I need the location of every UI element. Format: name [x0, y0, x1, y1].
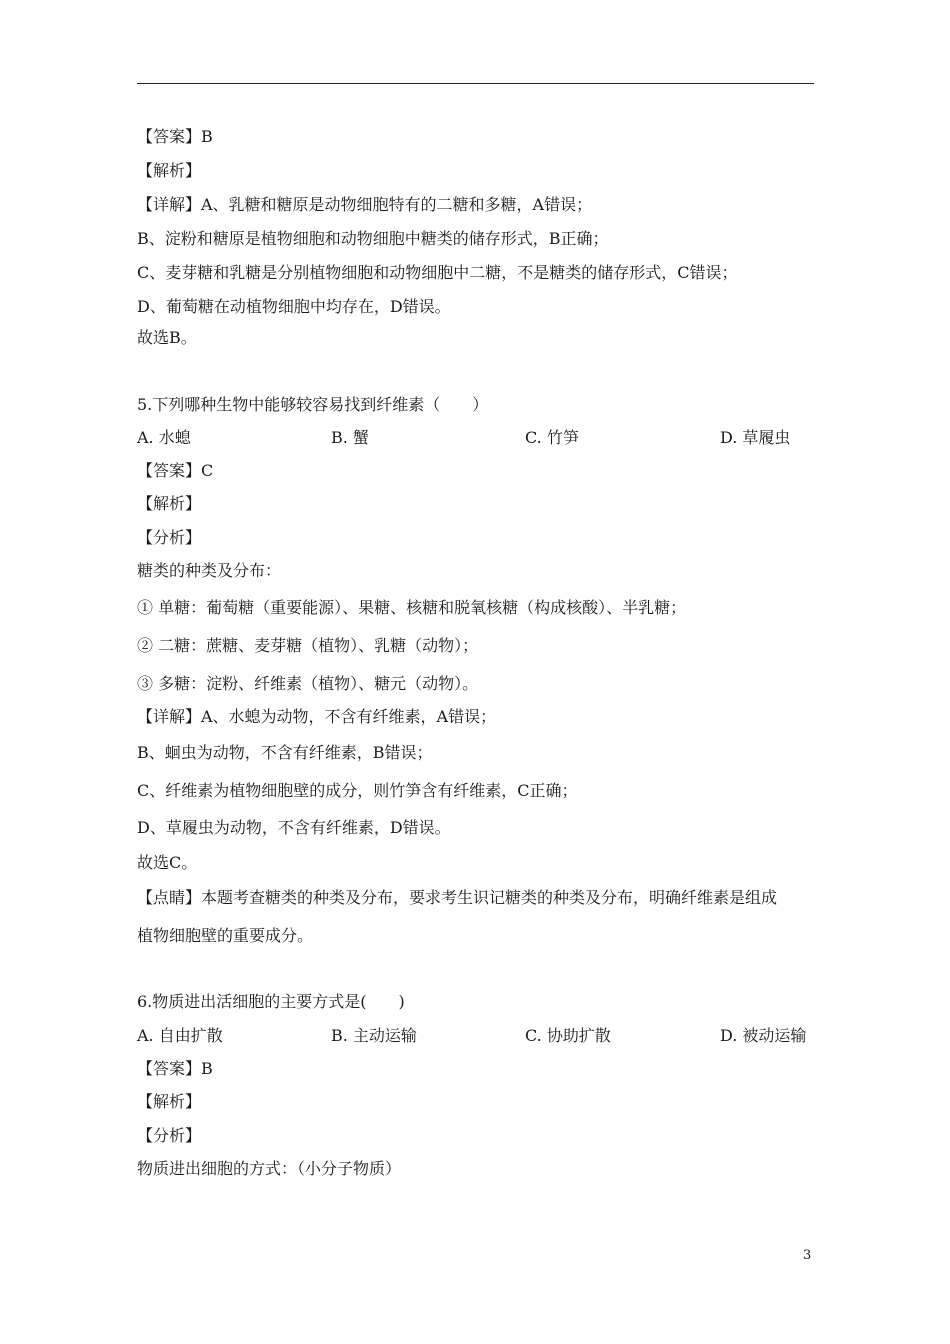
- q5-detail-c: C、纤维素为植物细胞壁的成分，则竹笋含有纤维素，C正确；: [137, 781, 578, 800]
- q4-detail-a: 【详解】A、乳糖和糖原是动物细胞特有的二糖和多糖，A错误；: [137, 195, 593, 214]
- header-rule: [137, 83, 814, 84]
- q6-question: 6.物质进出活细胞的主要方式是( ): [137, 992, 405, 1011]
- q6-option-c: C. 协助扩散: [525, 1026, 611, 1045]
- q4-conclusion: 故选B。: [137, 328, 197, 347]
- q4-answer: 【答案】B: [137, 127, 213, 146]
- q5-detail-a: 【详解】A、水螅为动物，不含有纤维素，A错误；: [137, 707, 497, 726]
- q5-detail-d: D、草履虫为动物，不含有纤维素，D错误。: [137, 818, 451, 837]
- q6-intro: 物质进出细胞的方式：（小分子物质）: [137, 1159, 402, 1178]
- q5-detail-b: B、蛔虫为动物，不含有纤维素，B错误；: [137, 743, 433, 762]
- q5-option-a: A. 水螅: [137, 428, 191, 447]
- q5-dianjing-line1: 【点睛】本题考查糖类的种类及分布，要求考生识记糖类的种类及分布，明确纤维素是组成: [137, 888, 778, 907]
- q5-question: 5.下列哪种生物中能够较容易找到纤维素（ ）: [137, 395, 489, 414]
- q4-detail-b: B、淀粉和糖原是植物细胞和动物细胞中糖类的储存形式，B正确；: [137, 229, 609, 248]
- q6-analysis-heading: 【解析】: [137, 1092, 202, 1111]
- q4-detail-c: C、麦芽糖和乳糖是分别植物细胞和动物细胞中二糖，不是糖类的储存形式，C错误；: [137, 263, 738, 282]
- q5-answer: 【答案】C: [137, 461, 214, 480]
- q6-option-a: A. 自由扩散: [137, 1026, 223, 1045]
- q6-answer: 【答案】B: [137, 1059, 213, 1078]
- q5-point-1: ① 单糖：葡萄糖（重要能源）、果糖、核糖和脱氧核糖（构成核酸）、半乳糖；: [137, 598, 687, 617]
- q5-point-2: ② 二糖：蔗糖、麦芽糖（植物）、乳糖（动物）；: [137, 636, 479, 655]
- q6-option-b: B. 主动运输: [331, 1026, 417, 1045]
- q5-option-b: B. 蟹: [331, 428, 369, 447]
- q5-analysis-heading: 【解析】: [137, 494, 202, 513]
- q5-point-3: ③ 多糖：淀粉、纤维素（植物）、糖元（动物）。: [137, 674, 479, 693]
- q6-fenxi-heading: 【分析】: [137, 1126, 202, 1145]
- q4-analysis-heading: 【解析】: [137, 161, 202, 180]
- q5-fenxi-heading: 【分析】: [137, 528, 202, 547]
- q5-option-d: D. 草履虫: [720, 428, 791, 447]
- q5-option-c: C. 竹笋: [525, 428, 579, 447]
- q5-intro: 糖类的种类及分布：: [137, 561, 282, 580]
- q6-option-d: D. 被动运输: [720, 1026, 807, 1045]
- q5-dianjing-line2: 植物细胞壁的重要成分。: [137, 926, 314, 945]
- q4-detail-d: D、葡萄糖在动植物细胞中均存在，D错误。: [137, 297, 451, 316]
- q5-conclusion: 故选C。: [137, 853, 198, 872]
- page-number: 3: [803, 1248, 812, 1263]
